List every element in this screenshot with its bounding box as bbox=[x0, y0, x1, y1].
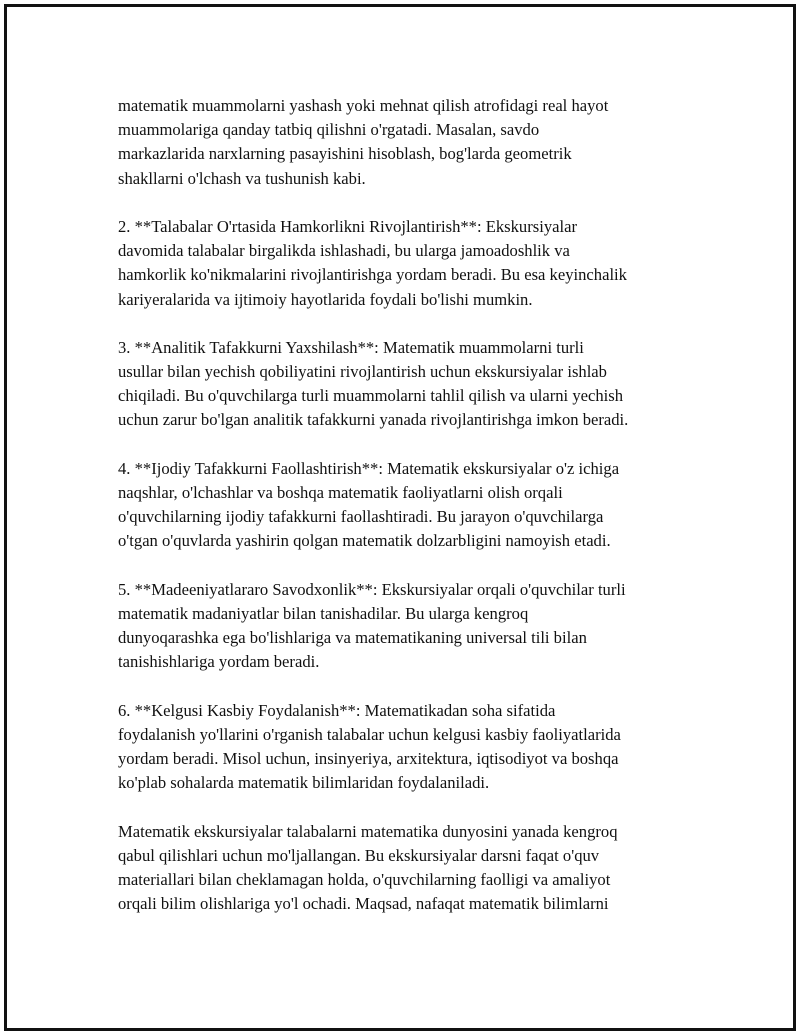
text-line: o'quvchilarning ijodiy tafakkurni faollashtiradi. Bu jarayon o'quvchilarga bbox=[118, 507, 604, 527]
paragraph bbox=[118, 215, 698, 312]
text-line: 2. **Talabalar O'rtasida Hamkorlikni Rivojlantirish**: Ekskursiyalar bbox=[118, 216, 577, 236]
text-line: muammolariga qanday tatbiq qilishni o'rgatadi. Masalan, savdo bbox=[118, 120, 540, 140]
text-line: o'tgan o'quvlarda yashirin qolgan matematik dolzarbligini namoyish etadi. bbox=[118, 531, 611, 551]
text-line: 6. **Kelgusi Kasbiy Foydalanish**: Matematikadan soha sifatida bbox=[118, 700, 556, 720]
text-line: matematik muammolarni yashash yoki mehnat qilish atrofidagi real hayot bbox=[118, 96, 609, 115]
text-line: kariyeralarida va ijtimoiy hayotlarida foydali bo'lishi mumkin. bbox=[118, 289, 533, 309]
text-line: yordam beradi. Misol uchun, insinyeriya, arxitektura, iqtisodiyot va boshqa bbox=[118, 749, 619, 769]
paragraph-gap bbox=[118, 433, 698, 457]
text-line: dunyoqarashka ega bo'lishlariga va matematikaning universal tili bilan bbox=[118, 628, 587, 648]
paragraph-gap bbox=[118, 554, 698, 578]
paragraph bbox=[118, 699, 698, 796]
text-line: foydalanish yo'llarini o'rganish talabalar uchun kelgusi kasbiy faoliyatlarida bbox=[118, 724, 621, 744]
document-body bbox=[118, 94, 698, 916]
text-line: 4. **Ijodiy Tafakkurni Faollashtirish**: Matematik ekskursiyalar o'z ichiga bbox=[118, 458, 620, 478]
text-line: matematik madaniyatlar bilan tanishadilar. Bu ularga kengroq bbox=[118, 603, 529, 623]
paragraph-gap bbox=[118, 675, 698, 699]
text-line: Matematik ekskursiyalar talabalarni matematika dunyosini yanada kengroq bbox=[118, 821, 618, 841]
text-line: ko'plab sohalarda matematik bilimlaridan foydalaniladi. bbox=[118, 773, 490, 793]
text-line: chiqiladi. Bu o'quvchilarga turli muammolarni tahlil qilish va ularni yechish bbox=[118, 386, 624, 406]
text-line: 3. **Analitik Tafakkurni Yaxshilash**: Matematik muammolarni turli bbox=[118, 337, 584, 357]
text-line: uchun zarur bo'lgan analitik tafakkurni yanada rivojlantirishga imkon beradi. bbox=[118, 410, 629, 430]
paragraph bbox=[118, 820, 698, 917]
text-line: 5. **Madeeniyatlararo Savodxonlik**: Ekskursiyalar orqali o'quvchilar turli bbox=[118, 579, 626, 599]
text-line: hamkorlik ko'nikmalarini rivojlantirishga yordam beradi. Bu esa keyinchalik bbox=[118, 265, 627, 285]
text-line: shakllarni o'lchash va tushunish kabi. bbox=[118, 168, 366, 188]
text-line: davomida talabalar birgalikda ishlashadi, bu ularga jamoadoshlik va bbox=[118, 241, 570, 261]
paragraph bbox=[118, 457, 698, 554]
paragraph bbox=[118, 578, 698, 675]
text-line: markazlarida narxlarning pasayishini hisoblash, bog'larda geometrik bbox=[118, 144, 572, 164]
paragraph bbox=[118, 94, 698, 191]
text-line: qabul qilishlari uchun mo'ljallangan. Bu ekskursiyalar darsni faqat o'quv bbox=[118, 845, 600, 865]
text-line: tanishishlariga yordam beradi. bbox=[118, 652, 320, 672]
text-line: naqshlar, o'lchashlar va boshqa matematik faoliyatlarni olish orqali bbox=[118, 483, 563, 502]
text-line: materiallari bilan cheklamagan holda, o'quvchilarning faolligi va amaliyot bbox=[118, 870, 611, 889]
paragraph-gap bbox=[118, 312, 698, 336]
paragraph-gap bbox=[118, 795, 698, 819]
text-line: usullar bilan yechish qobiliyatini rivojlantirish uchun ekskursiyalar ishlab bbox=[118, 362, 607, 382]
paragraph-gap bbox=[118, 191, 698, 215]
text-line: orqali bilim olishlariga yo'l ochadi. Maqsad, nafaqat matematik bilimlarni bbox=[118, 894, 609, 914]
paragraph bbox=[118, 336, 698, 433]
